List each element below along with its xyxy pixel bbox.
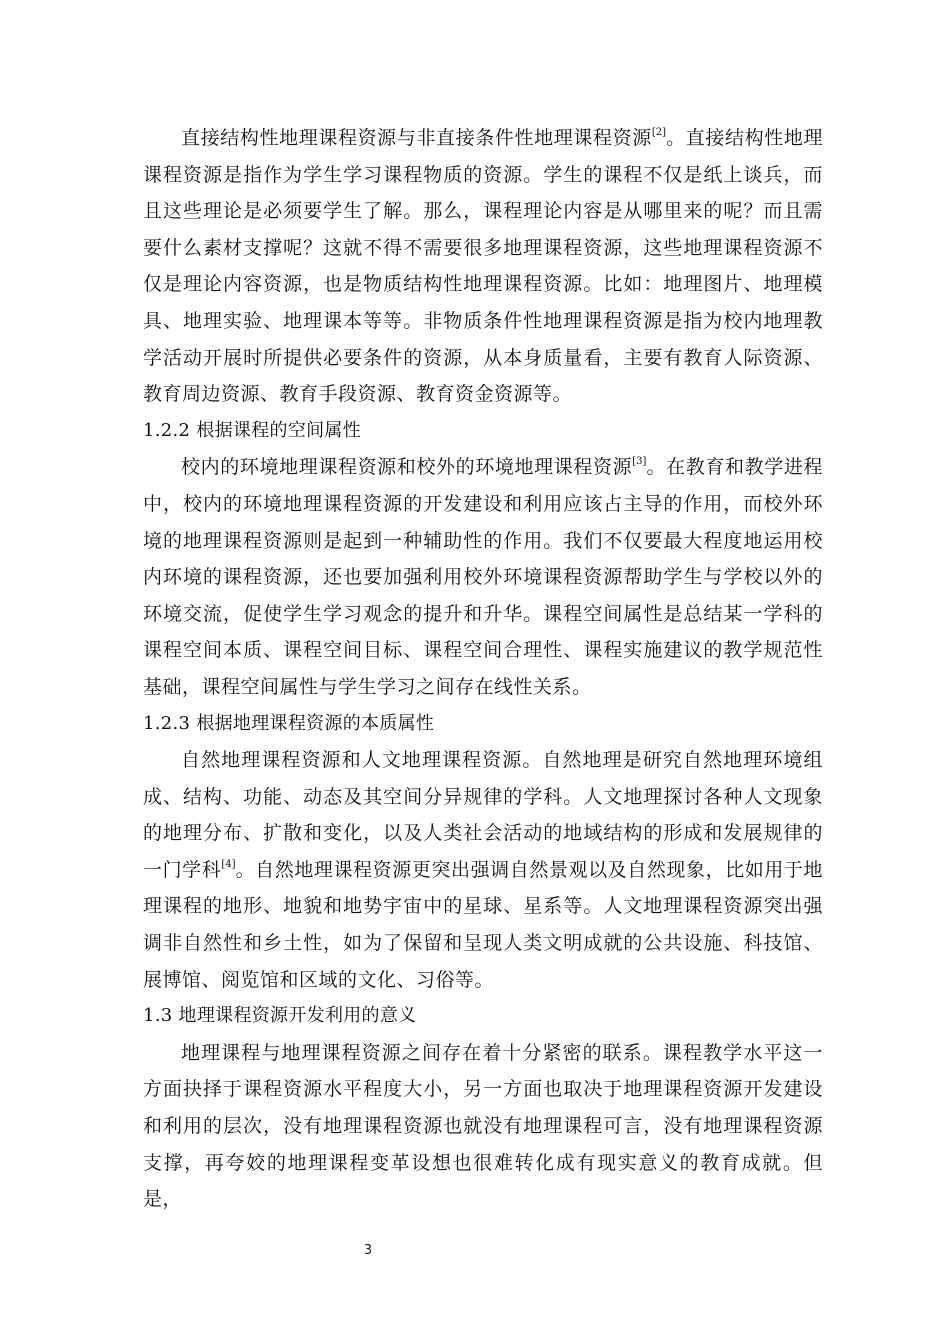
section-heading-1-2-2: 1.2.2 根据课程的空间属性 [143, 419, 362, 441]
body-text [143, 120, 823, 1218]
section-heading-1-3: 1.3 地理课程资源开发利用的意义 [143, 1005, 417, 1027]
citation-marker: [4] [221, 858, 236, 870]
section-heading-1-2-3: 1.2.3 根据地理课程资源的本质属性 [143, 712, 435, 734]
paragraph-text: 校内的环境地理课程资源和校外的环境地理课程资源 [181, 456, 633, 479]
paragraph-text: 自然地理课程资源和人文地理课程资源。自然地理是研究自然地理环境组成、结构、功能、动态及其空间分异规律的学科。人文地理探讨各种人文现象的地理分布、扩散和变化，以及人类社会活动的地域结构的形成和发展规律的一门学科 [143, 749, 823, 881]
page-number: 3 [363, 1243, 373, 1258]
citation-marker: [2] [651, 127, 667, 138]
paragraph-text: 。自然地理课程资源更突出强调自然景观以及自然现象，比如用于地理课程的地形、地貌和地势宇宙中的星球、星系等。人文地理课程资源突出强调非自然性和乡土性，如为了保留和呈现人类文明成就的公共设施、科技馆、展博馆、阅览馆和区域的文化、习俗等。 [143, 858, 823, 991]
paragraph-text: 直接结构性地理课程资源与非直接条件性地理课程资源 [181, 127, 652, 149]
paragraph-text: 。在教育和教学进程中，校内的环境地理课程资源的开发建设和利用应该占主导的作用，而校外环境的地理课程资源则是起到一种辅助性的作用。我们不仅要最大程度地运用校内环境的课程资源，还也要加强利用校外环境课程资源帮助学生与学校以外的环境交流，促使学生学习观念的提升和升华。课程空间属性是总结某一学科的课程空间本质、课程空间目标、课程空间合理性、课程实施建议的教学规范性基础，课程空间属性与学生学习之间存在线性关系。 [143, 456, 823, 698]
citation-marker: [3] [632, 456, 647, 468]
paragraph-text: 。直接结构性地理课程资源是指作为学生学习课程物质的资源。学生的课程不仅是纸上谈兵，而且这些理论是必须要学生了解。那么，课程理论内容是从哪里来的呢？而且需要什么素材支撑呢？这就不得不需要很多地理课程资源，这些地理课程资源不仅是理论内容资源，也是物质结构性地理课程资源。比如：地理图片、地理模具、地理实验、地理课本等等。非物质条件性地理课程资源是指为校内地理教学活动开展时所提供必要条件的资源，从本身质量看，主要有教育人际资源、教育周边资源、教育手段资源、教育资金资源等。 [143, 127, 823, 406]
paragraph-structural-resources [143, 120, 823, 413]
paragraph-essential-attribute [143, 742, 823, 998]
paragraph-significance [143, 1035, 823, 1218]
paragraph-text: 地理课程与地理课程资源之间存在着十分紧密的联系。课程教学水平这一方面抉择于课程资源水平程度大小，另一方面也取决于地理课程资源开发建设和利用的层次，没有地理课程资源也就没有地理课程可言，没有地理课程资源支撑，再夸姣的地理课程变革设想也很难转化成有现实意义的教育成就。但是， [143, 1041, 823, 1211]
paragraph-spatial-attribute [143, 449, 823, 705]
